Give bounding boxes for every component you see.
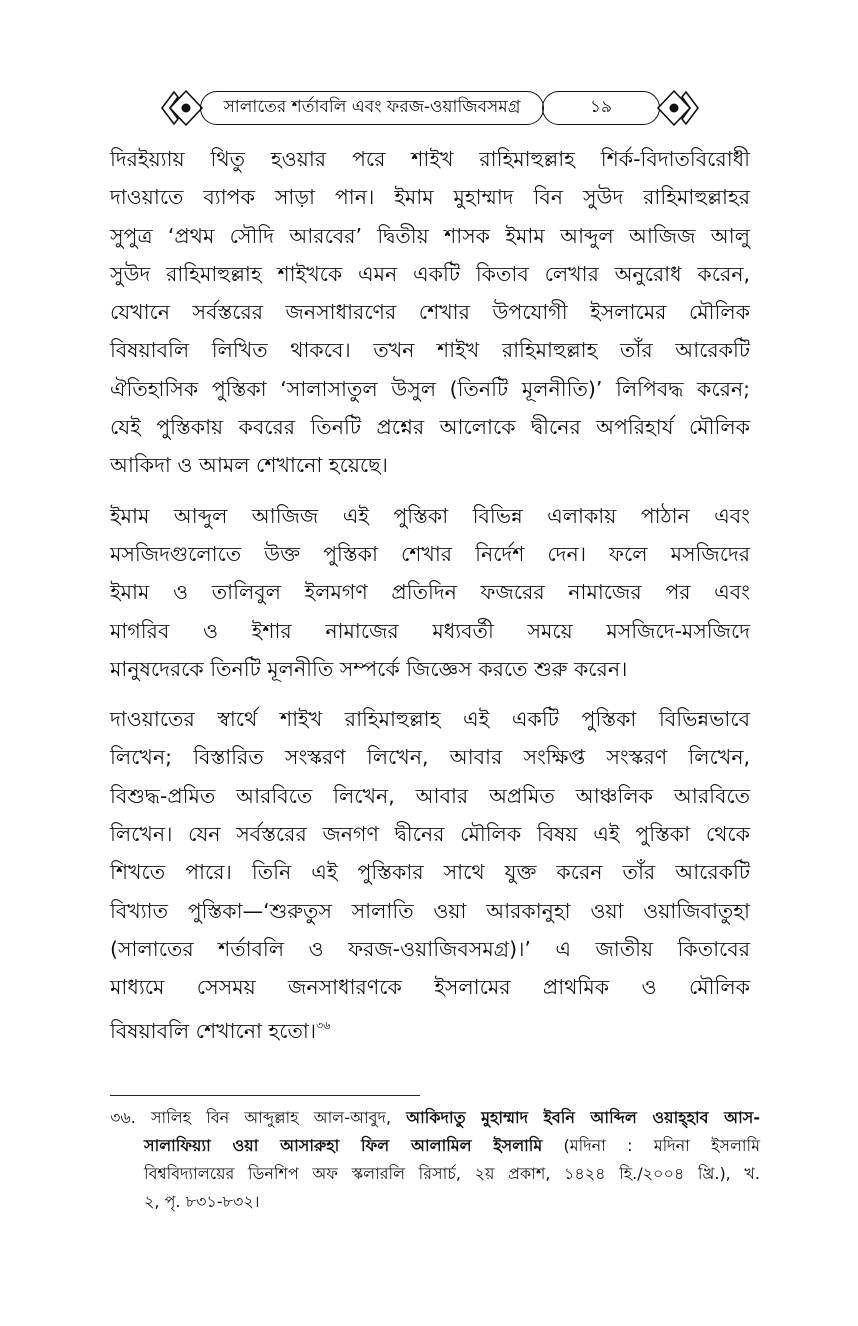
text-line: আকিদা ও আমল শেখানো হয়েছে। — [110, 453, 388, 478]
text-line: মসজিদগুলোতে উক্ত পুস্তিকা শেখার নির্দেশ দেন। ফলে মসজিদের — [110, 541, 750, 566]
text-line: দিরইয়্যায় থিতু হওয়ার পরে শাইখ রাহিমাহুল্লাহ শির্ক-বিদাতবিরোধী — [110, 147, 750, 171]
text-line: মাধ্যমে সেসময় জনসাধারণকে ইসলামের প্রাথমিক ও মৌলিক — [110, 975, 750, 1000]
footnote-publisher: (মদিনা : মদিনা ইসলামি — [563, 1136, 761, 1155]
page-number: ১৯ — [542, 91, 660, 125]
text-line: যেই পুস্তিকায় কবরের তিনটি প্রশ্নের আলোকে দ্বীনের অপরিহার্য মৌলিক — [110, 415, 750, 440]
footnote-book-title: আকিদাতু মুহাম্মাদ ইবনি আব্দিল ওয়াহ্হাব আস- — [406, 1108, 760, 1127]
paragraph-2 — [110, 497, 750, 688]
text-line: বিখ্যাত পুস্তিকা—‘শুরুতুস সালাতি ওয়া আরকানুহা ওয়া ওয়াজিবাতুহা — [110, 898, 750, 923]
text-line: লিখেন; বিস্তারিত সংস্করণ লিখেন, আবার সংক্ষিপ্ত সংস্করণ লিখেন, — [110, 745, 750, 770]
text-line: ঐতিহাসিক পুস্তিকা ‘সালাসাতুল উসুল (তিনটি মূলনীতি)’ লিপিবদ্ধ করেন; — [110, 376, 750, 401]
paragraph-1 — [110, 140, 750, 485]
text-line: যেখানে সর্বস্তরের জনসাধারণের শেখার উপযোগী ইসলামের মৌলিক — [110, 300, 750, 325]
text-line-with-footnote — [110, 1007, 750, 1050]
text-line: দাওয়াতের স্বার্থে শাইখ রাহিমাহুল্লাহ এই একটি পুস্তিকা বিভিন্নভাবে — [110, 707, 750, 732]
text-line: মানুষদেরকে তিনটি মূলনীতি সম্পর্কে জিজ্ঞেস করতে শুরু করেন। — [110, 656, 628, 681]
body-text — [110, 140, 750, 1062]
text-line: ইমাম ও তালিবুল ইলমগণ প্রতিদিন ফজরের নামাজের পর এবং — [110, 580, 750, 605]
footnote-number: ৩৬. — [110, 1108, 136, 1127]
text-line: বিষয়াবলি শেখানো হতো। — [110, 1018, 317, 1043]
text-line: লিখেন। যেন সর্বস্তরের জনগণ দ্বীনের মৌলিক বিষয় এই পুস্তিকা থেকে — [110, 822, 750, 847]
text-line: মাগরিব ও ইশার নামাজের মধ্যবর্তী সময়ে মসজিদে-মসজিদে — [110, 618, 750, 643]
footnote-36 — [110, 1104, 760, 1216]
footnote-book-title-cont: সালাফিয়্যা ওয়া আসারুহা ফিল আলামিল ইসলামি — [144, 1136, 543, 1155]
footnote-reference[interactable]: ৩৬ — [316, 1018, 331, 1032]
double-diamond-dot-left-icon — [160, 88, 204, 128]
footnote-divider — [110, 1095, 420, 1096]
text-line: বিশুদ্ধ-প্রমিত আরবিতে লিখেন, আবার অপ্রমিত আঞ্চলিক আরবিতে — [110, 783, 750, 808]
text-line: বিষয়াবলি লিখিত থাকবে। তখন শাইখ রাহিমাহুল্লাহ তাঁর আরেকটি — [110, 338, 750, 363]
text-line: সুপুত্র ‘প্রথম সৌদি আরবের’ দ্বিতীয় শাসক ইমাম আব্দুল আজিজ আলু — [110, 223, 750, 248]
paragraph-3 — [110, 700, 750, 1050]
text-line: ইমাম আব্দুল আজিজ এই পুস্তিকা বিভিন্ন এলাকায় পাঠান এবং — [110, 503, 750, 528]
double-diamond-dot-right-icon — [656, 88, 700, 128]
footnote-line: বিশ্ববিদ্যালয়ের ডিনশিপ অফ স্কলারলি রিসার্চ, ২য় প্রকাশ, ১৪২৪ হি./২০০৪ খ্রি.), খ. — [144, 1164, 760, 1183]
text-line: (সালাতের শর্তাবলি ও ফরজ-ওয়াজিবসমগ্র)।’ এ জাতীয় কিতাবের — [110, 936, 750, 961]
text-line: দাওয়াতে ব্যাপক সাড়া পান। ইমাম মুহাম্মাদ বিন সুউদ রাহিমাহুল্লাহর — [110, 185, 750, 210]
text-line: সুউদ রাহিমাহুল্লাহ শাইখকে এমন একটি কিতাব লেখার অনুরোধ করেন, — [110, 261, 750, 286]
running-title: সালাতের শর্তাবলি এবং ফরজ-ওয়াজিবসমগ্র — [200, 91, 544, 125]
footnote-line — [110, 1104, 760, 1132]
footnote-line: ২, পৃ. ৮৩১-৮৩২। — [144, 1192, 260, 1211]
text-line: শিখতে পারে। তিনি এই পুস্তিকার সাথে যুক্ত করেন তাঁর আরেকটি — [110, 860, 750, 885]
footnote-author: সালিহ বিন আব্দুল্লাহ আল-আবুদ, — [150, 1108, 392, 1127]
footnote-line — [110, 1132, 760, 1160]
running-header — [160, 88, 700, 128]
